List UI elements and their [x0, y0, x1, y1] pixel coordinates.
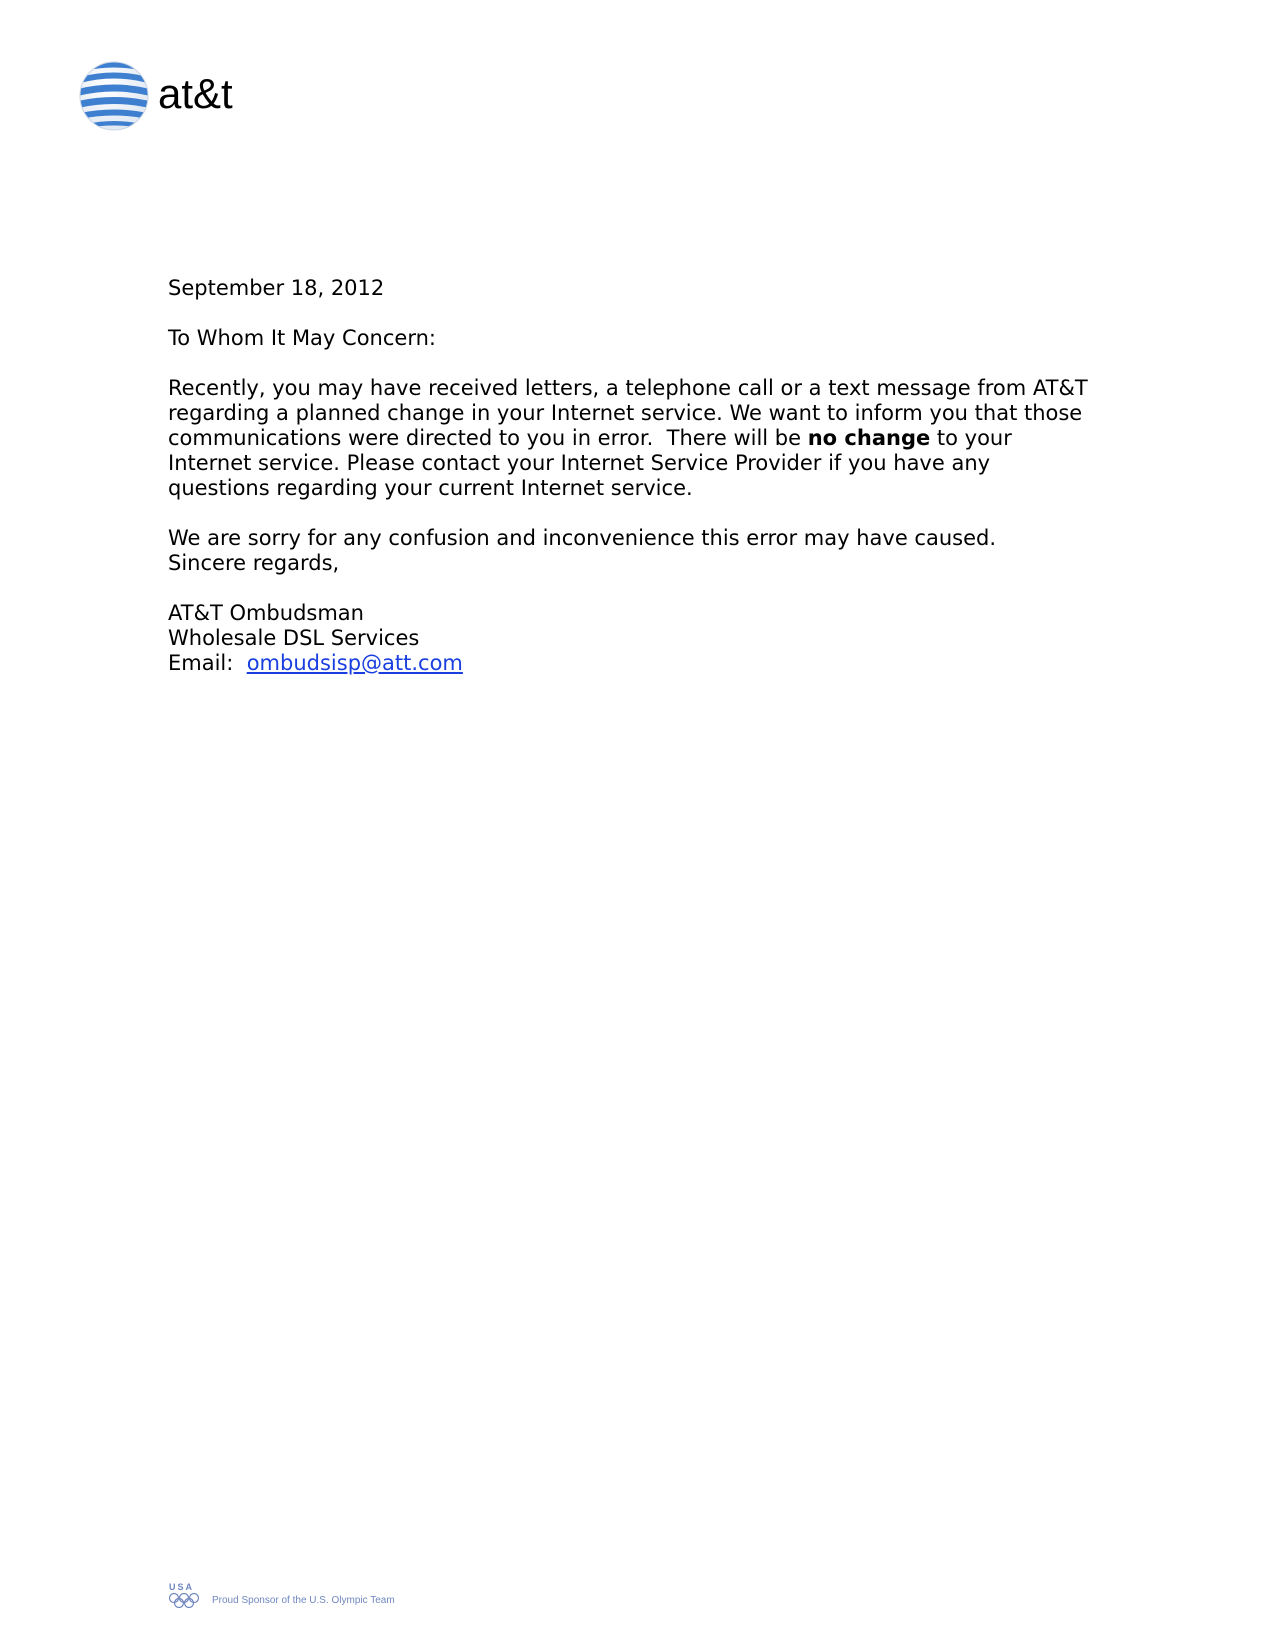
signature-department: Wholesale DSL Services — [168, 626, 420, 650]
email-label: Email: — [168, 651, 234, 675]
paragraph-line — [168, 426, 1088, 451]
footer-sponsor — [168, 1582, 395, 1608]
email-link[interactable]: ombudsisp@att.com — [246, 651, 463, 675]
letter-closing: Sincere regards, — [168, 551, 340, 575]
emphasis-no-change: no change — [807, 426, 931, 450]
paragraph-line: regarding a planned change in your Internet service. We want to inform you that those — [168, 401, 1083, 425]
letter-date: September 18, 2012 — [168, 276, 385, 300]
att-globe-icon — [78, 60, 150, 132]
sponsor-text: Proud Sponsor of the U.S. Olympic Team — [212, 1594, 395, 1606]
letter-paragraph-main — [168, 376, 1088, 501]
svg-text:USA: USA — [169, 1582, 195, 1592]
signature-email — [168, 651, 1088, 676]
logo-wordmark: at&t — [158, 70, 233, 117]
paragraph-line: questions regarding your current Internet service. — [168, 476, 693, 500]
signature-name: AT&T Ombudsman — [168, 601, 364, 625]
att-logo — [78, 60, 233, 132]
line-text: communications were directed to you in error. There will be — [168, 426, 808, 450]
letter-apology: We are sorry for any confusion and inconvenience this error may have caused. — [168, 526, 997, 550]
letter-body — [168, 276, 1088, 676]
paragraph-line: Recently, you may have received letters, a telephone call or a text message from AT&T — [168, 376, 1088, 400]
letter-salutation: To Whom It May Concern: — [168, 326, 436, 350]
olympic-rings-icon — [168, 1582, 204, 1608]
paragraph-line: Internet service. Please contact your Internet Service Provider if you have any — [168, 451, 991, 475]
line-text: to your — [930, 426, 1012, 450]
